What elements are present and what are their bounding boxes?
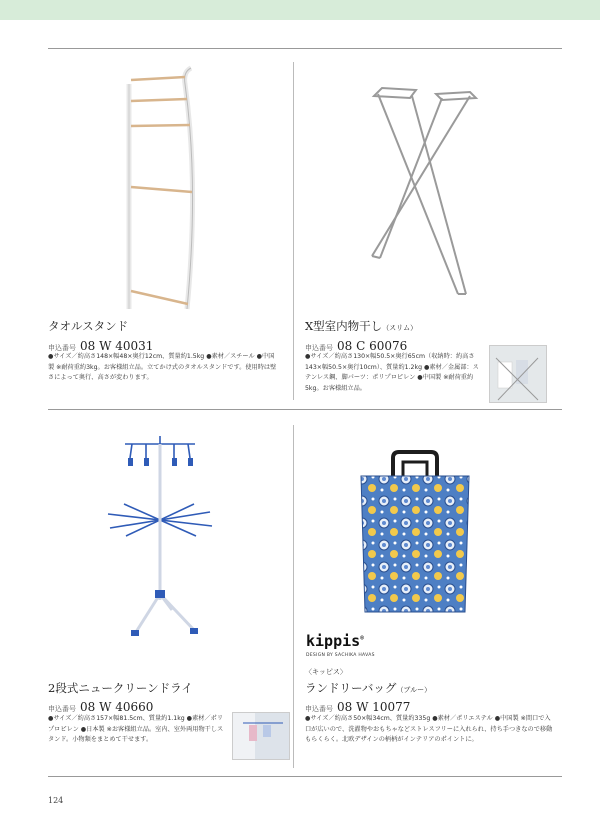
product-description: ●サイズ／約高さ50×幅34cm、質量約335g ●素材／ポリエステル ●中国製 ※間口で入口が広いので、洗濯物やおもちゃなどストレスフリーに入れられ、持ち手つきなので移動もらくらく。北欧デザインの柄柄がインテリアのポイントに。 — [305, 715, 553, 743]
usage-photo-thumbnail — [489, 345, 547, 403]
code-label: 申込番号 — [48, 705, 76, 713]
divider-bottom — [48, 776, 562, 777]
product-code: 08 W 40660 — [80, 700, 154, 714]
product-name — [305, 680, 431, 696]
usage-photo-thumbnail — [232, 712, 290, 760]
product-name: タオルスタンド — [48, 319, 129, 333]
divider-middle — [48, 409, 562, 410]
product-code: 08 W 40031 — [80, 339, 154, 353]
page-number: 124 — [48, 796, 64, 805]
code-label: 申込番号 — [305, 344, 333, 352]
divider-vertical-top — [293, 62, 294, 400]
design-credit: DESIGN BY SACHIKA HAVAS — [306, 653, 375, 658]
product-code-line — [305, 696, 410, 715]
product-name-main: ランドリーバッグ — [305, 681, 397, 695]
brand-logo — [306, 632, 364, 650]
brand-kana: 〈キッピス〉 — [305, 668, 347, 676]
code-label: 申込番号 — [48, 344, 76, 352]
product-code: 08 C 60076 — [337, 339, 408, 353]
towel-stand-image — [115, 64, 215, 314]
product-description: ●サイズ／約高さ157×幅81.5cm、質量約1.1kg ●素材／ポリプロピレン ●日本製 ※お客様組立品。室内、室外両用物干しスタンド。小物類をまとめて干せます。 — [48, 715, 224, 743]
x-drying-rack-image — [362, 80, 490, 310]
product-code-line — [48, 696, 153, 715]
product-name-main: X型室内物干し — [305, 319, 383, 333]
laundry-bag-image — [355, 450, 475, 616]
product-name — [305, 318, 417, 334]
clean-dry-image — [100, 432, 220, 642]
divider-vertical-bottom — [293, 425, 294, 768]
brand-name: kippis — [306, 632, 361, 650]
product-description: ●サイズ／約高さ148×幅48×奥行12cm、質量約1.5kg ●素材／スチール ●中国製 ※耐荷重約3kg。お客様組立品。立てかけ式のタオルスタンドです。使用時は壁さによって奥行、高さが変わります。 — [48, 353, 277, 381]
product-description: ●サイズ／約高さ130×幅50.5×奥行65cm（収納時：約高さ143×幅50.5×奥行10cm）、質量約1.2kg ●素材／金属部：ステンレス鋼、脚パーツ：ポリプロピレン ●中国製 ※耐荷重約5kg。お客様組立品。 — [305, 353, 479, 392]
header-band — [0, 0, 600, 20]
divider-top — [48, 48, 562, 49]
product-code: 08 W 10077 — [337, 700, 411, 714]
product-name-note: （スリム） — [382, 324, 418, 332]
product-name-note: （ブルー） — [396, 686, 432, 694]
product-name: 2段式ニュークリーンドライ — [48, 681, 193, 695]
code-label: 申込番号 — [305, 705, 333, 713]
brand-mark: ® — [360, 635, 364, 642]
